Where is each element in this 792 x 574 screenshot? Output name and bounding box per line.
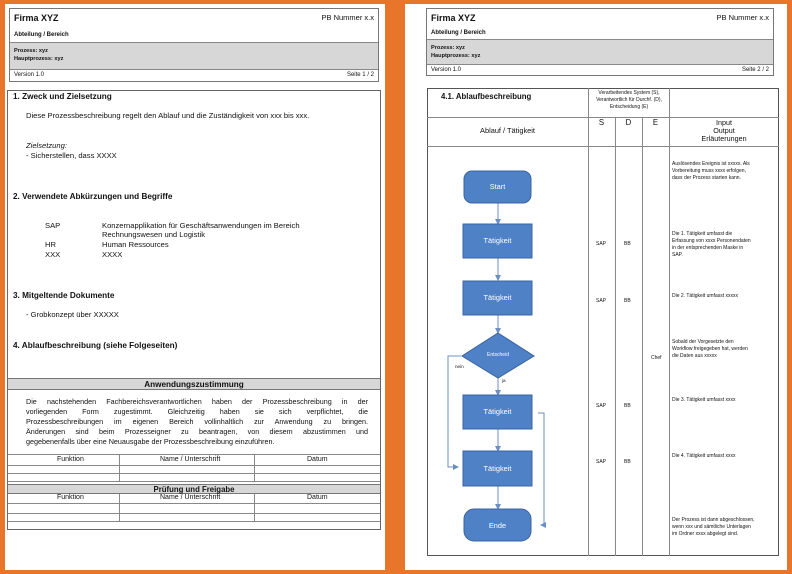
row-note-line: Die 4. Tätigkeit umfasst xxxx <box>672 453 736 459</box>
row-note-line: Workflow freigegeben hat, werden <box>672 346 748 352</box>
row-note-line: Die 1. Tätigkeit umfasst die <box>672 231 733 237</box>
row-responsible: BB <box>624 403 631 409</box>
goal-item: - Sicherstellen, dass XXXX <box>26 151 117 160</box>
row-note-line: Sobald der Vorgesetzte den <box>672 339 734 345</box>
approval-text-line: Änderungen sind beim Prozesseigner zu beantragen, von diesem abzustimmen und <box>26 427 368 436</box>
approval-text-line: Prozessbeschreibungen im eigenen Bereich vollinhaltlich zur Anwendung zu bringen. <box>26 417 368 426</box>
column-date: Datum <box>307 494 328 501</box>
row-system: SAP <box>596 459 607 465</box>
section-4-title: 4. Ablaufbeschreibung (siehe Folgeseiten) <box>13 341 178 350</box>
goal-label: Zielsetzung: <box>26 141 67 150</box>
abbr-desc: XXXX <box>102 250 123 259</box>
approval-title: Anwendungszustimmung <box>144 380 244 389</box>
row-note-line: Auslösendes Ereignis ist xxxxx. Als <box>672 161 750 167</box>
flow-activity-label: Tätigkeit <box>483 293 512 302</box>
column-notes: Erläuterungen <box>701 134 747 143</box>
column-input: Input <box>716 118 732 127</box>
legend-line: Verantwortlich für Durchf. (D), <box>596 97 662 103</box>
approval-text-line: gegebenenfalls über eine Neuausgabe der Prozessbeschreibung einzuführen. <box>26 437 275 446</box>
department: Abteilung / Bereich <box>431 30 486 36</box>
row-note-line: im Ordner xxxx abgelegt sind. <box>672 531 739 537</box>
row-responsible: BB <box>624 298 631 304</box>
section-1-text: Diese Prozessbeschreibung regelt den Ablauf und die Zuständigkeit von xxx bis xxx. <box>26 111 310 120</box>
column-output: Output <box>713 126 735 135</box>
section-3-item: - Grobkonzept über XXXXX <box>26 310 119 319</box>
column-function: Funktion <box>57 456 84 463</box>
flow-activity-label: Tätigkeit <box>483 407 512 416</box>
abbr-term: XXX <box>45 250 61 259</box>
flowchart <box>405 4 787 570</box>
page-header <box>9 8 379 82</box>
process-label: Prozess: xyz <box>431 45 465 51</box>
column-date: Datum <box>307 456 328 463</box>
section-1-title: 1. Zweck und Zielsetzung <box>13 92 112 101</box>
version-label: Version 1.0 <box>14 72 45 78</box>
pb-number: PB Nummer x.x <box>716 13 769 22</box>
abbr-desc: Human Ressources <box>102 240 169 249</box>
company-name: Firma XYZ <box>14 13 59 23</box>
section-title: 4.1. Ablaufbeschreibung <box>441 92 532 101</box>
row-note-line: Die 3. Tätigkeit umfasst xxxx <box>672 397 736 403</box>
column-name-signature: Name / Unterschrift <box>160 494 221 501</box>
approval-text-line: Die nachstehenden Fachbereichsverantwortlichen haben der Prozessbeschreibung in der <box>26 397 368 406</box>
abbr-desc: Rechnungswesen und Logistik <box>102 230 206 239</box>
version-label: Version 1.0 <box>431 67 462 73</box>
abbr-desc: Konzernapplikation für Geschäftsanwendungen im Bereich <box>102 221 300 230</box>
approval-header <box>8 378 380 390</box>
column-activity: Ablauf / Tätigkeit <box>480 126 535 135</box>
page-number: Seite 1 / 2 <box>346 72 374 78</box>
document-page-2 <box>405 4 787 570</box>
document-page-1 <box>5 4 385 570</box>
row-note-line: Erfassung von xxxx Personendaten <box>672 238 751 244</box>
row-responsible: BB <box>624 241 631 247</box>
column-function: Funktion <box>57 494 84 501</box>
flow-activity-label: Tätigkeit <box>483 236 512 245</box>
legend-line: Verarbeitendes System (S), <box>598 90 660 96</box>
review-title: Prüfung und Freigabe <box>153 485 235 494</box>
legend-line: Entscheidung (E) <box>609 104 649 110</box>
pb-number: PB Nummer x.x <box>321 13 374 22</box>
row-note-line: die Daten aus xxxxx <box>672 353 717 359</box>
row-note-line: SAP. <box>672 252 683 258</box>
flow-activity-label: Tätigkeit <box>483 464 512 473</box>
row-note-line: wenn xxx und sämtliche Unterlagen <box>672 524 751 530</box>
company-name: Firma XYZ <box>431 13 476 23</box>
flow-start-label: Start <box>489 182 506 191</box>
process-label: Prozess: xyz <box>14 48 48 54</box>
flow-end-label: Ende <box>488 521 507 530</box>
column-name-signature: Name / Unterschrift <box>160 456 221 463</box>
approval-text-line: vorliegenden Form zugestimmt. Gleichzeitig haben sie sich verpflichtet, die <box>26 407 368 416</box>
abbr-term: HR <box>45 240 56 249</box>
column-s: S <box>598 118 605 127</box>
flow-decision-label: Entscheid <box>487 352 509 358</box>
column-e: E <box>652 118 659 127</box>
department: Abteilung / Bereich <box>14 32 69 38</box>
row-system: SAP <box>596 403 607 409</box>
row-note-line: Vorbereitung muss xxxx erfolgen, <box>672 168 746 174</box>
row-note-line: Der Prozess ist dann abgeschlossen, <box>672 517 755 523</box>
row-note-line: dass der Prozess starten kann. <box>672 175 741 181</box>
review-header <box>8 484 380 494</box>
row-responsible: BB <box>624 459 631 465</box>
section-3-title: 3. Mitgeltende Dokumente <box>13 291 115 300</box>
flow-no-label: nein <box>455 364 464 369</box>
page-number: Seite 2 / 2 <box>741 67 769 73</box>
abbr-term: SAP <box>45 221 61 230</box>
column-d: D <box>625 118 632 127</box>
row-system: SAP <box>596 241 607 247</box>
flow-yes-label: ja <box>502 378 506 383</box>
row-decision: Chef <box>651 355 662 361</box>
main-process-label: Hauptprozess: xyz <box>14 56 64 62</box>
row-system: SAP <box>596 298 607 304</box>
row-note-line: in der entsprechenden Maske in <box>672 245 744 251</box>
row-note-line: Die 2. Tätigkeit umfasst xxxxx <box>672 293 739 299</box>
main-process-label: Hauptprozess: xyz <box>431 53 481 59</box>
section-2-title: 2. Verwendete Abkürzungen und Begriffe <box>13 192 173 201</box>
